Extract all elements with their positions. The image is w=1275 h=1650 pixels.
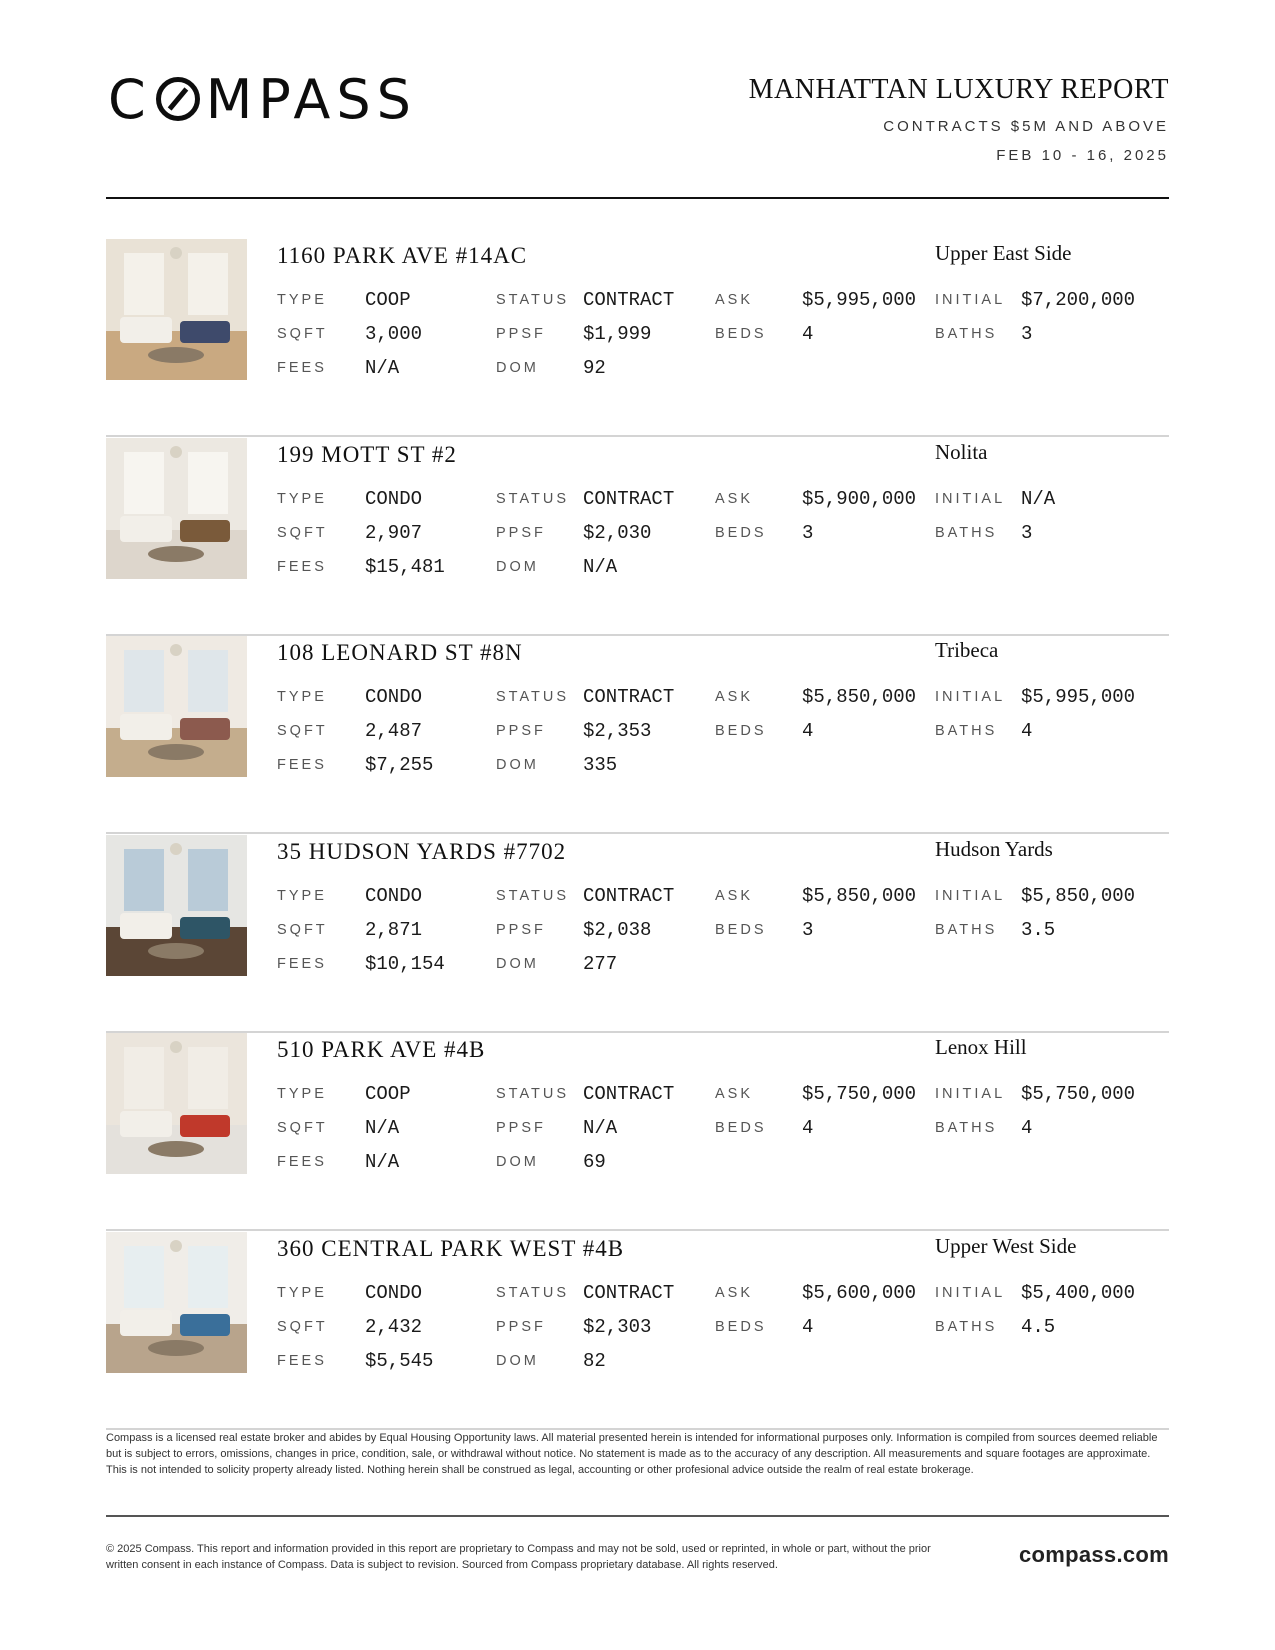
status-label: STATUS <box>496 490 570 507</box>
initial-value: N/A <box>1021 487 1056 510</box>
listing-photo[interactable] <box>106 835 247 976</box>
sqft-label: SQFT <box>277 326 328 342</box>
listing-row <box>106 239 1169 437</box>
type-value: COOP <box>365 1083 411 1105</box>
fees-label: FEES <box>277 955 327 972</box>
dom-label: DOM <box>496 955 539 972</box>
beds-value: 4 <box>802 720 814 742</box>
beds-label: BEDS <box>715 1318 767 1335</box>
ask-label: ASK <box>715 689 754 705</box>
footer-divider <box>106 1515 1169 1517</box>
initial-label: INITIAL <box>935 292 1006 308</box>
photo-shape <box>148 744 204 760</box>
dom-value: N/A <box>583 555 618 578</box>
interior-photo-icon <box>106 1033 247 1174</box>
photo-shape <box>188 253 228 315</box>
baths-label: BATHS <box>935 1120 998 1136</box>
initial-label: INITIAL <box>935 887 1006 904</box>
status-value: CONTRACT <box>583 1083 675 1105</box>
initial-label: INITIAL <box>935 490 1006 507</box>
photo-shape <box>148 1141 204 1157</box>
type-value: CONDO <box>365 1281 423 1304</box>
sqft-label: SQFT <box>277 921 328 938</box>
photo-shape <box>180 321 230 343</box>
photo-shape <box>120 913 172 939</box>
status-value: CONTRACT <box>583 289 675 311</box>
logo-text-start: C <box>108 67 152 131</box>
photo-shape <box>120 1111 172 1137</box>
ppsf-value: $1,999 <box>583 323 652 345</box>
dom-label: DOM <box>496 360 539 376</box>
initial-value: $7,200,000 <box>1021 289 1136 311</box>
ppsf-value: $2,038 <box>583 918 652 941</box>
type-label: TYPE <box>277 887 327 904</box>
ask-value: $5,850,000 <box>802 884 917 907</box>
beds-value: 3 <box>802 918 814 941</box>
beds-value: 4 <box>802 1117 814 1139</box>
type-value: CONDO <box>365 686 423 708</box>
listing-address: 510 PARK AVE #4B <box>277 1037 486 1062</box>
type-label: TYPE <box>277 1284 327 1301</box>
initial-label: INITIAL <box>935 1284 1006 1301</box>
photo-shape <box>180 917 230 939</box>
interior-photo-icon <box>106 239 247 380</box>
ask-value: $5,900,000 <box>802 487 917 510</box>
type-value: CONDO <box>365 884 423 907</box>
status-value: CONTRACT <box>583 487 675 510</box>
photo-shape <box>170 644 182 656</box>
photo-shape <box>180 1314 230 1336</box>
photo-shape <box>120 1310 172 1336</box>
report-header <box>749 74 1169 164</box>
photo-shape <box>170 1041 182 1053</box>
dom-value: 335 <box>583 754 618 776</box>
ask-label: ASK <box>715 292 754 308</box>
baths-value: 4 <box>1021 720 1033 742</box>
sqft-value: 2,487 <box>365 720 423 742</box>
beds-label: BEDS <box>715 723 767 739</box>
photo-shape <box>180 718 230 740</box>
baths-label: BATHS <box>935 326 998 342</box>
baths-label: BATHS <box>935 921 998 938</box>
listing-neighborhood: Nolita <box>935 439 988 464</box>
listing-row <box>106 835 1169 1033</box>
photo-shape <box>120 317 172 343</box>
logo-text-end: MPASS <box>205 67 417 131</box>
ppsf-label: PPSF <box>496 1318 546 1335</box>
type-label: TYPE <box>277 689 327 705</box>
photo-shape <box>148 546 204 562</box>
photo-shape <box>124 849 164 911</box>
dom-value: 69 <box>583 1151 606 1173</box>
dom-label: DOM <box>496 558 539 575</box>
listing-row <box>106 1232 1169 1430</box>
dom-value: 277 <box>583 952 618 975</box>
initial-label: INITIAL <box>935 689 1006 705</box>
initial-value: $5,850,000 <box>1021 884 1136 907</box>
sqft-value: 2,432 <box>365 1315 423 1338</box>
interior-photo-icon <box>106 636 247 777</box>
status-label: STATUS <box>496 1086 570 1102</box>
dom-value: 82 <box>583 1349 606 1372</box>
initial-value: $5,750,000 <box>1021 1083 1136 1105</box>
ask-value: $5,995,000 <box>802 289 917 311</box>
ppsf-value: $2,303 <box>583 1315 652 1338</box>
interior-photo-icon <box>106 835 247 976</box>
baths-label: BATHS <box>935 524 998 541</box>
photo-shape <box>188 650 228 712</box>
report-subtitle: CONTRACTS $5M AND ABOVE <box>883 118 1169 135</box>
baths-value: 4 <box>1021 1117 1033 1139</box>
listing-photo[interactable] <box>106 239 247 380</box>
photo-shape <box>170 247 182 259</box>
report-page <box>106 0 1169 1650</box>
listing-address: 35 HUDSON YARDS #7702 <box>277 838 567 864</box>
sqft-value: 2,907 <box>365 521 423 544</box>
interior-photo-icon <box>106 438 247 579</box>
beds-label: BEDS <box>715 326 767 342</box>
photo-shape <box>124 452 164 514</box>
photo-shape <box>188 452 228 514</box>
listing-neighborhood: Tribeca <box>935 638 999 662</box>
sqft-value: 2,871 <box>365 918 423 941</box>
listing-photo[interactable] <box>106 438 247 579</box>
ask-value: $5,850,000 <box>802 686 917 708</box>
baths-value: 3 <box>1021 521 1033 544</box>
type-label: TYPE <box>277 1086 327 1102</box>
listing-photo[interactable] <box>106 636 247 777</box>
report-title: MANHATTAN LUXURY REPORT <box>748 74 1169 105</box>
ppsf-label: PPSF <box>496 1120 546 1136</box>
ppsf-label: PPSF <box>496 524 546 541</box>
photo-shape <box>124 1047 164 1109</box>
photo-shape <box>180 1115 230 1137</box>
compass-logo <box>108 67 417 131</box>
photo-shape <box>170 446 182 458</box>
dom-label: DOM <box>496 757 539 773</box>
ppsf-label: PPSF <box>496 326 546 342</box>
logo-compass-o-icon <box>156 77 200 121</box>
header-divider <box>106 197 1169 199</box>
dom-label: DOM <box>496 1154 539 1170</box>
beds-value: 3 <box>802 521 814 544</box>
listing-address: 199 MOTT ST #2 <box>277 441 457 467</box>
listing-address: 360 CENTRAL PARK WEST #4B <box>277 1235 625 1261</box>
fees-value: N/A <box>365 357 400 379</box>
dom-label: DOM <box>496 1352 539 1369</box>
sqft-label: SQFT <box>277 1120 328 1136</box>
listing-row <box>106 438 1169 636</box>
photo-shape <box>188 1047 228 1109</box>
type-label: TYPE <box>277 292 327 308</box>
photo-shape <box>180 520 230 542</box>
ppsf-value: N/A <box>583 1117 618 1139</box>
ask-label: ASK <box>715 490 754 507</box>
fees-label: FEES <box>277 1352 327 1369</box>
fees-value: $5,545 <box>365 1349 434 1372</box>
sqft-value: N/A <box>365 1117 400 1139</box>
sqft-label: SQFT <box>277 723 328 739</box>
listing-photo[interactable] <box>106 1232 247 1373</box>
ask-label: ASK <box>715 1284 754 1301</box>
status-value: CONTRACT <box>583 884 675 907</box>
listing-neighborhood: Lenox Hill <box>935 1035 1027 1059</box>
sqft-label: SQFT <box>277 524 328 541</box>
photo-shape <box>120 714 172 740</box>
fees-label: FEES <box>277 360 327 376</box>
initial-label: INITIAL <box>935 1086 1006 1102</box>
beds-value: 4 <box>802 1315 814 1338</box>
ppsf-value: $2,030 <box>583 521 652 544</box>
photo-shape <box>170 843 182 855</box>
listing-neighborhood: Hudson Yards <box>935 836 1053 861</box>
beds-label: BEDS <box>715 524 767 541</box>
fees-value: $7,255 <box>365 754 434 776</box>
baths-value: 4.5 <box>1021 1315 1056 1338</box>
baths-value: 3.5 <box>1021 918 1056 941</box>
dom-value: 92 <box>583 357 606 379</box>
fees-value: N/A <box>365 1151 400 1173</box>
photo-shape <box>148 943 204 959</box>
type-value: COOP <box>365 289 411 311</box>
ppsf-label: PPSF <box>496 921 546 938</box>
photo-shape <box>124 1246 164 1308</box>
sqft-label: SQFT <box>277 1318 328 1335</box>
compass-website-link[interactable]: compass.com <box>1018 1542 1169 1567</box>
photo-shape <box>170 1240 182 1252</box>
ask-label: ASK <box>715 887 754 904</box>
status-label: STATUS <box>496 1284 570 1301</box>
status-value: CONTRACT <box>583 1281 675 1304</box>
photo-shape <box>124 650 164 712</box>
status-label: STATUS <box>496 292 570 308</box>
interior-photo-icon <box>106 1232 247 1373</box>
photo-shape <box>188 1246 228 1308</box>
fees-label: FEES <box>277 757 327 773</box>
photo-shape <box>148 1340 204 1356</box>
listing-address: 1160 PARK AVE #14AC <box>277 243 528 268</box>
ask-value: $5,600,000 <box>802 1281 917 1304</box>
status-label: STATUS <box>496 689 570 705</box>
type-value: CONDO <box>365 487 423 510</box>
fees-value: $15,481 <box>365 555 445 578</box>
initial-value: $5,995,000 <box>1021 686 1136 708</box>
fees-label: FEES <box>277 558 327 575</box>
photo-shape <box>188 849 228 911</box>
ppsf-label: PPSF <box>496 723 546 739</box>
baths-label: BATHS <box>935 723 998 739</box>
beds-value: 4 <box>802 323 814 345</box>
ask-label: ASK <box>715 1086 754 1102</box>
initial-value: $5,400,000 <box>1021 1281 1136 1304</box>
sqft-value: 3,000 <box>365 323 423 345</box>
beds-label: BEDS <box>715 921 767 938</box>
listing-row <box>106 1033 1169 1231</box>
photo-shape <box>124 253 164 315</box>
disclaimer-text: Compass is a licensed real estate broker and abides by Equal Housing Opportunity laws. All material presented herein is intended for informational purposes only. Information is compiled from sources deemed reliable but is subject to errors, omissions, changes in price, condition, sale, or withdrawal without notice. No statement is made as to the accuracy of any description. All measurements and square footages are approximate. This is not intended to solicity property already listed. Nothing herein shall be construed as legal, accounting or other profesional advice outside the realm of real estate brokerage. <box>106 1432 1158 1476</box>
fees-label: FEES <box>277 1154 327 1170</box>
photo-shape <box>120 516 172 542</box>
baths-value: 3 <box>1021 323 1033 345</box>
status-value: CONTRACT <box>583 686 675 708</box>
type-label: TYPE <box>277 490 327 507</box>
photo-shape <box>148 347 204 363</box>
listing-row <box>106 636 1169 834</box>
listing-neighborhood: Upper East Side <box>935 241 1072 265</box>
listing-address: 108 LEONARD ST #8N <box>277 640 523 665</box>
ask-value: $5,750,000 <box>802 1083 917 1105</box>
copyright-text: © 2025 Compass. This report and information provided in this report are proprietary to Compass and may not be sold, used or reprinted, in whole or part, without the prior written consent in each instance of Compass. Data is subject to revision. Sourced from Compass proprietary database. All rights reserved. <box>106 1543 931 1571</box>
listing-neighborhood: Upper West Side <box>935 1233 1077 1258</box>
status-label: STATUS <box>496 887 570 904</box>
fees-value: $10,154 <box>365 952 445 975</box>
ppsf-value: $2,353 <box>583 720 652 742</box>
report-date-range: FEB 10 - 16, 2025 <box>996 147 1169 164</box>
beds-label: BEDS <box>715 1120 767 1136</box>
baths-label: BATHS <box>935 1318 998 1335</box>
listing-photo[interactable] <box>106 1033 247 1174</box>
